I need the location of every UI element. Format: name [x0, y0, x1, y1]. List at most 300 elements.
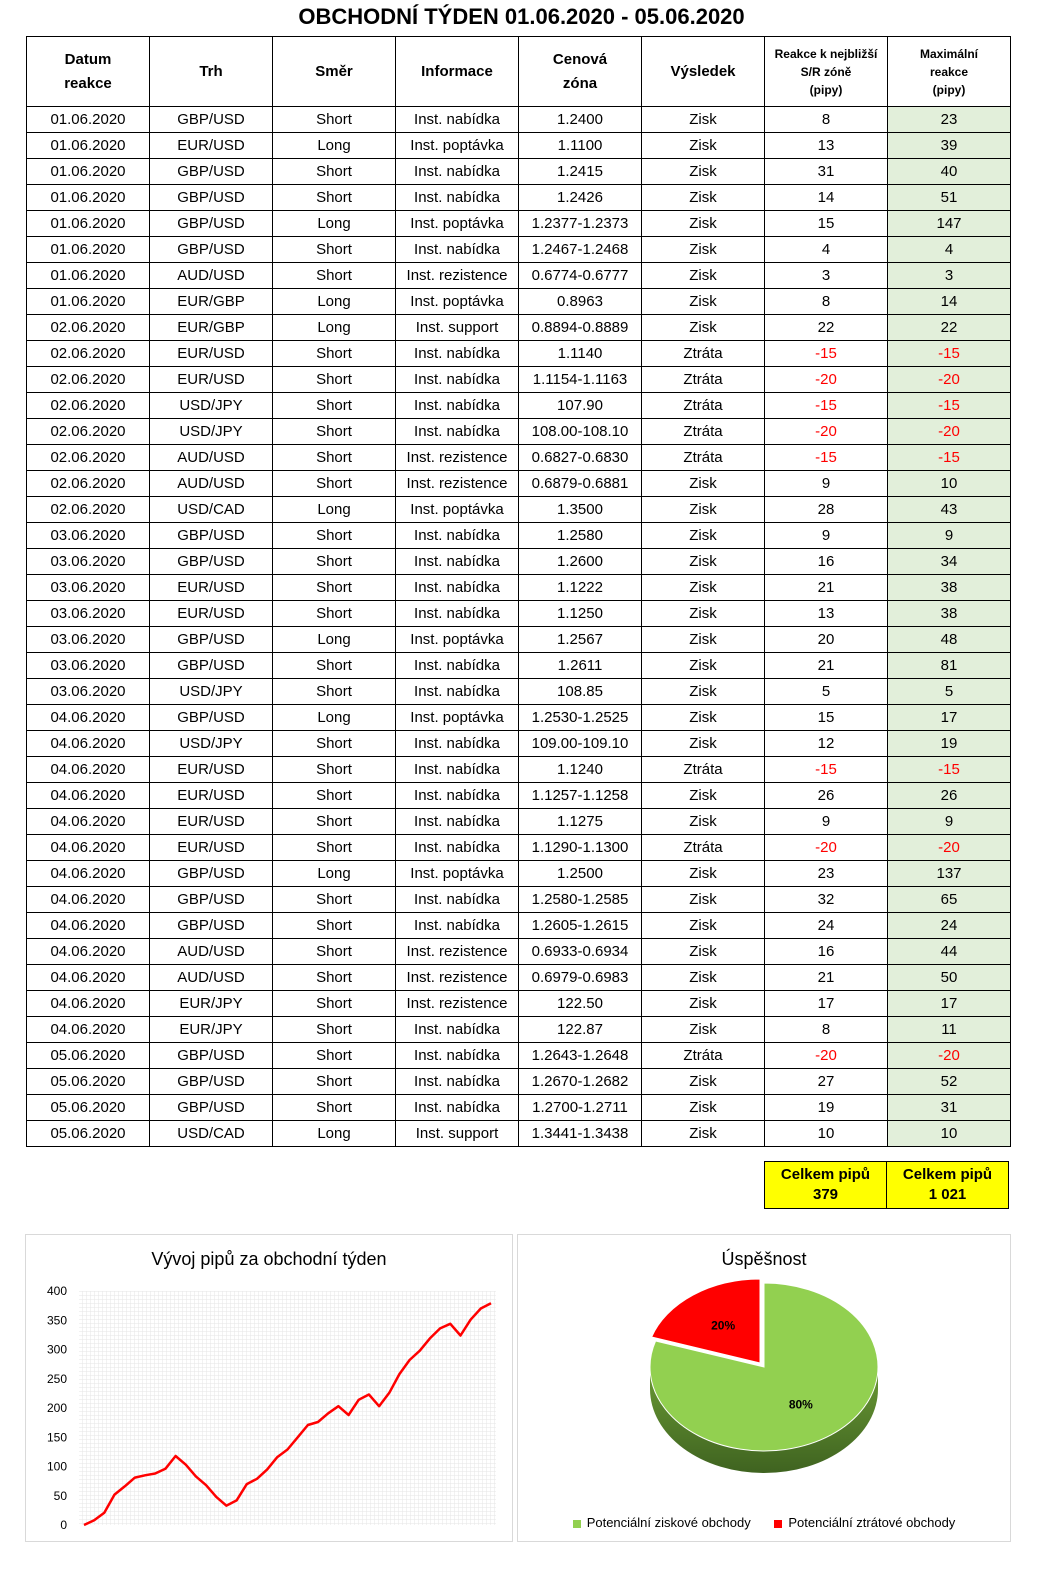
totals-table	[764, 1161, 1009, 1209]
cell-direction: Short	[273, 1095, 396, 1121]
cell-max: 4	[888, 237, 1011, 263]
cell-result: Zisk	[642, 965, 765, 991]
table-row	[27, 1043, 1011, 1069]
pie-chart-title: Úspěšnost	[721, 1249, 807, 1269]
cell-zone: 1.1140	[519, 341, 642, 367]
pie-chart	[517, 1234, 1011, 1542]
cell-direction: Short	[273, 731, 396, 757]
table-row	[27, 159, 1011, 185]
legend-swatch-win	[573, 1520, 581, 1528]
cell-market: USD/CAD	[150, 1121, 273, 1147]
cell-zone: 0.6827-0.6830	[519, 445, 642, 471]
cell-market: GBP/USD	[150, 887, 273, 913]
cell-reaction: 21	[765, 653, 888, 679]
cell-result: Zisk	[642, 159, 765, 185]
cell-zone: 0.8894-0.8889	[519, 315, 642, 341]
cell-result: Zisk	[642, 1069, 765, 1095]
table-row	[27, 1095, 1011, 1121]
table-row	[27, 133, 1011, 159]
table-row	[27, 679, 1011, 705]
cell-direction: Short	[273, 575, 396, 601]
cell-direction: Short	[273, 419, 396, 445]
line-chart	[25, 1234, 513, 1542]
header-info: Informace	[396, 37, 519, 107]
table-row	[27, 211, 1011, 237]
cell-direction: Short	[273, 887, 396, 913]
cell-reaction: 12	[765, 731, 888, 757]
table-row	[27, 653, 1011, 679]
cell-zone: 107.90	[519, 393, 642, 419]
cell-date: 05.06.2020	[27, 1121, 150, 1147]
cell-zone: 1.3500	[519, 497, 642, 523]
cell-max: 5	[888, 679, 1011, 705]
cell-market: GBP/USD	[150, 1069, 273, 1095]
cell-date: 05.06.2020	[27, 1043, 150, 1069]
cell-reaction: 20	[765, 627, 888, 653]
cell-direction: Short	[273, 159, 396, 185]
table-row	[27, 627, 1011, 653]
cell-direction: Short	[273, 341, 396, 367]
cell-info: Inst. nabídka	[396, 679, 519, 705]
cell-max: 147	[888, 211, 1011, 237]
cell-date: 04.06.2020	[27, 991, 150, 1017]
cell-direction: Short	[273, 1043, 396, 1069]
cell-result: Zisk	[642, 601, 765, 627]
cell-reaction: -15	[765, 445, 888, 471]
cell-zone: 1.1240	[519, 757, 642, 783]
cell-zone: 1.2530-1.2525	[519, 705, 642, 731]
cell-reaction: 21	[765, 965, 888, 991]
cell-info: Inst. rezistence	[396, 445, 519, 471]
cell-result: Zisk	[642, 809, 765, 835]
cell-info: Inst. nabídka	[396, 1043, 519, 1069]
cell-reaction: 19	[765, 1095, 888, 1121]
cell-max: 10	[888, 471, 1011, 497]
y-tick-label: 100	[46, 1459, 67, 1474]
cell-result: Ztráta	[642, 445, 765, 471]
cell-zone: 1.2400	[519, 107, 642, 133]
cell-result: Zisk	[642, 523, 765, 549]
cell-reaction: 17	[765, 991, 888, 1017]
cell-market: USD/JPY	[150, 419, 273, 445]
table-row	[27, 471, 1011, 497]
cell-result: Zisk	[642, 497, 765, 523]
cell-zone: 1.2467-1.2468	[519, 237, 642, 263]
table-row	[27, 575, 1011, 601]
table-row	[27, 185, 1011, 211]
cell-result: Zisk	[642, 315, 765, 341]
cell-reaction: -20	[765, 419, 888, 445]
cell-result: Zisk	[642, 731, 765, 757]
cell-reaction: 3	[765, 263, 888, 289]
cell-date: 04.06.2020	[27, 835, 150, 861]
cell-date: 05.06.2020	[27, 1095, 150, 1121]
cell-direction: Short	[273, 445, 396, 471]
cell-date: 04.06.2020	[27, 731, 150, 757]
table-row	[27, 497, 1011, 523]
cell-reaction: 10	[765, 1121, 888, 1147]
total-reaction-cell: Celkem pipů 379	[765, 1162, 887, 1209]
table-row	[27, 1017, 1011, 1043]
cell-reaction: 28	[765, 497, 888, 523]
cell-date: 04.06.2020	[27, 757, 150, 783]
cell-max: 19	[888, 731, 1011, 757]
cell-info: Inst. nabídka	[396, 523, 519, 549]
cell-zone: 1.2670-1.2682	[519, 1069, 642, 1095]
cell-info: Inst. poptávka	[396, 861, 519, 887]
cell-max: 17	[888, 991, 1011, 1017]
header-market: Trh	[150, 37, 273, 107]
cell-market: EUR/USD	[150, 809, 273, 835]
cell-direction: Short	[273, 471, 396, 497]
cell-info: Inst. nabídka	[396, 757, 519, 783]
cell-reaction: -20	[765, 835, 888, 861]
cell-info: Inst. nabídka	[396, 419, 519, 445]
cell-market: GBP/USD	[150, 237, 273, 263]
cell-result: Zisk	[642, 653, 765, 679]
y-tick-label: 50	[53, 1488, 67, 1503]
cell-date: 01.06.2020	[27, 289, 150, 315]
y-tick-label: 350	[46, 1313, 67, 1328]
table-row	[27, 731, 1011, 757]
cell-reaction: 9	[765, 471, 888, 497]
cell-max: -20	[888, 1043, 1011, 1069]
cell-info: Inst. nabídka	[396, 237, 519, 263]
cell-reaction: 15	[765, 211, 888, 237]
cell-result: Zisk	[642, 107, 765, 133]
cell-result: Zisk	[642, 887, 765, 913]
cell-reaction: 9	[765, 523, 888, 549]
cell-market: AUD/USD	[150, 471, 273, 497]
line-chart-svg	[26, 1235, 512, 1541]
cell-market: EUR/USD	[150, 133, 273, 159]
cell-info: Inst. nabídka	[396, 835, 519, 861]
cell-info: Inst. rezistence	[396, 991, 519, 1017]
cell-info: Inst. rezistence	[396, 263, 519, 289]
table-row	[27, 809, 1011, 835]
cell-date: 04.06.2020	[27, 913, 150, 939]
cell-zone: 0.6879-0.6881	[519, 471, 642, 497]
cell-result: Zisk	[642, 133, 765, 159]
cell-market: EUR/GBP	[150, 289, 273, 315]
cell-max: 137	[888, 861, 1011, 887]
cell-info: Inst. nabídka	[396, 653, 519, 679]
cell-max: 9	[888, 523, 1011, 549]
cell-info: Inst. rezistence	[396, 939, 519, 965]
header-result: Výsledek	[642, 37, 765, 107]
cell-market: EUR/JPY	[150, 991, 273, 1017]
cell-info: Inst. poptávka	[396, 497, 519, 523]
cell-market: USD/JPY	[150, 679, 273, 705]
cell-direction: Short	[273, 809, 396, 835]
cell-date: 01.06.2020	[27, 237, 150, 263]
pie-chart-svg	[518, 1235, 1010, 1541]
cell-result: Ztráta	[642, 393, 765, 419]
total-reaction-value: 379	[812, 1186, 839, 1203]
cell-date: 04.06.2020	[27, 939, 150, 965]
cell-reaction: 23	[765, 861, 888, 887]
cell-date: 03.06.2020	[27, 549, 150, 575]
cell-result: Zisk	[642, 237, 765, 263]
cell-date: 03.06.2020	[27, 627, 150, 653]
cell-info: Inst. nabídka	[396, 1069, 519, 1095]
cell-max: 65	[888, 887, 1011, 913]
cell-info: Inst. poptávka	[396, 289, 519, 315]
cell-info: Inst. nabídka	[396, 887, 519, 913]
cell-market: EUR/USD	[150, 757, 273, 783]
cell-max: 38	[888, 575, 1011, 601]
table-row	[27, 237, 1011, 263]
cell-info: Inst. nabídka	[396, 185, 519, 211]
cell-max: -15	[888, 445, 1011, 471]
cell-info: Inst. nabídka	[396, 783, 519, 809]
cell-direction: Long	[273, 289, 396, 315]
cell-direction: Short	[273, 939, 396, 965]
cell-date: 01.06.2020	[27, 211, 150, 237]
table-row	[27, 913, 1011, 939]
cell-date: 01.06.2020	[27, 263, 150, 289]
table-row	[27, 419, 1011, 445]
table-row	[27, 367, 1011, 393]
cell-info: Inst. poptávka	[396, 627, 519, 653]
cell-direction: Short	[273, 107, 396, 133]
cell-reaction: -15	[765, 341, 888, 367]
cell-direction: Long	[273, 133, 396, 159]
y-tick-label: 300	[46, 1342, 67, 1357]
cell-zone: 108.85	[519, 679, 642, 705]
cell-direction: Short	[273, 835, 396, 861]
cell-date: 02.06.2020	[27, 445, 150, 471]
cell-market: GBP/USD	[150, 705, 273, 731]
cell-max: 51	[888, 185, 1011, 211]
cell-direction: Short	[273, 679, 396, 705]
table-row	[27, 341, 1011, 367]
cell-result: Zisk	[642, 1017, 765, 1043]
table-row	[27, 445, 1011, 471]
cell-result: Ztráta	[642, 1043, 765, 1069]
cell-zone: 1.2580	[519, 523, 642, 549]
cell-reaction: 15	[765, 705, 888, 731]
plot-area	[79, 1291, 496, 1525]
cell-zone: 1.2415	[519, 159, 642, 185]
cell-max: 24	[888, 913, 1011, 939]
cell-max: 43	[888, 497, 1011, 523]
cell-direction: Short	[273, 549, 396, 575]
cell-max: 17	[888, 705, 1011, 731]
cell-result: Zisk	[642, 705, 765, 731]
cell-market: EUR/JPY	[150, 1017, 273, 1043]
cell-date: 02.06.2020	[27, 471, 150, 497]
cell-date: 03.06.2020	[27, 601, 150, 627]
cell-market: GBP/USD	[150, 627, 273, 653]
cell-date: 04.06.2020	[27, 965, 150, 991]
cell-zone: 1.2600	[519, 549, 642, 575]
cell-max: -20	[888, 367, 1011, 393]
cell-market: AUD/USD	[150, 263, 273, 289]
cell-date: 04.06.2020	[27, 861, 150, 887]
cell-date: 03.06.2020	[27, 653, 150, 679]
cell-max: 11	[888, 1017, 1011, 1043]
cell-date: 02.06.2020	[27, 393, 150, 419]
cell-result: Zisk	[642, 939, 765, 965]
cell-date: 04.06.2020	[27, 1017, 150, 1043]
table-row	[27, 757, 1011, 783]
cell-result: Zisk	[642, 783, 765, 809]
cell-market: GBP/USD	[150, 1043, 273, 1069]
cell-direction: Long	[273, 705, 396, 731]
cell-market: GBP/USD	[150, 185, 273, 211]
cell-max: -15	[888, 757, 1011, 783]
cell-max: 14	[888, 289, 1011, 315]
cell-date: 03.06.2020	[27, 523, 150, 549]
cell-info: Inst. nabídka	[396, 809, 519, 835]
cell-max: 39	[888, 133, 1011, 159]
table-row	[27, 783, 1011, 809]
cell-result: Zisk	[642, 1121, 765, 1147]
cell-direction: Short	[273, 1069, 396, 1095]
cell-zone: 0.8963	[519, 289, 642, 315]
cell-zone: 122.87	[519, 1017, 642, 1043]
y-tick-label: 200	[46, 1401, 67, 1415]
page-title: OBCHODNÍ TÝDEN 01.06.2020 - 05.06.2020	[298, 4, 745, 29]
cell-market: GBP/USD	[150, 549, 273, 575]
header-direction: Směr	[273, 37, 396, 107]
table-row	[27, 549, 1011, 575]
cell-max: 9	[888, 809, 1011, 835]
cell-zone: 1.1100	[519, 133, 642, 159]
cell-reaction: 13	[765, 133, 888, 159]
cell-direction: Long	[273, 1121, 396, 1147]
cell-result: Zisk	[642, 627, 765, 653]
cell-reaction: 4	[765, 237, 888, 263]
cell-date: 03.06.2020	[27, 679, 150, 705]
cell-max: 31	[888, 1095, 1011, 1121]
cell-date: 01.06.2020	[27, 159, 150, 185]
cell-direction: Short	[273, 653, 396, 679]
cell-info: Inst. nabídka	[396, 601, 519, 627]
table-row	[27, 835, 1011, 861]
cell-zone: 1.1250	[519, 601, 642, 627]
cell-max: 34	[888, 549, 1011, 575]
cell-max: 44	[888, 939, 1011, 965]
cell-direction: Short	[273, 237, 396, 263]
cell-max: 22	[888, 315, 1011, 341]
cell-direction: Long	[273, 315, 396, 341]
cell-max: -20	[888, 419, 1011, 445]
cell-max: -15	[888, 341, 1011, 367]
pie-data-label: 20%	[711, 1318, 736, 1333]
cell-reaction: 26	[765, 783, 888, 809]
cell-market: EUR/USD	[150, 575, 273, 601]
cell-date: 02.06.2020	[27, 419, 150, 445]
cell-market: GBP/USD	[150, 861, 273, 887]
cell-direction: Short	[273, 913, 396, 939]
cell-info: Inst. poptávka	[396, 133, 519, 159]
cell-result: Ztráta	[642, 367, 765, 393]
cell-reaction: 9	[765, 809, 888, 835]
cell-zone: 1.2580-1.2585	[519, 887, 642, 913]
cell-date: 01.06.2020	[27, 133, 150, 159]
cell-info: Inst. nabídka	[396, 341, 519, 367]
table-row	[27, 523, 1011, 549]
cell-direction: Short	[273, 523, 396, 549]
cell-result: Zisk	[642, 211, 765, 237]
legend-item-win: Potenciální ziskové obchody	[573, 1515, 751, 1530]
y-tick-label: 250	[46, 1371, 67, 1386]
cell-info: Inst. nabídka	[396, 731, 519, 757]
cell-reaction: 14	[765, 185, 888, 211]
table-row	[27, 601, 1011, 627]
cell-date: 02.06.2020	[27, 341, 150, 367]
cell-market: EUR/USD	[150, 601, 273, 627]
pie-legend	[518, 1515, 1010, 1530]
cell-market: GBP/USD	[150, 913, 273, 939]
cell-reaction: 16	[765, 549, 888, 575]
cell-reaction: -20	[765, 367, 888, 393]
cell-zone: 1.1290-1.1300	[519, 835, 642, 861]
cell-market: USD/JPY	[150, 393, 273, 419]
cell-result: Zisk	[642, 549, 765, 575]
cell-direction: Short	[273, 601, 396, 627]
table-row	[27, 263, 1011, 289]
table-row	[27, 939, 1011, 965]
table-row	[27, 315, 1011, 341]
cell-info: Inst. rezistence	[396, 965, 519, 991]
cell-market: USD/JPY	[150, 731, 273, 757]
cell-reaction: 5	[765, 679, 888, 705]
table-row	[27, 965, 1011, 991]
cell-result: Ztráta	[642, 757, 765, 783]
cell-zone: 1.2567	[519, 627, 642, 653]
cell-market: EUR/USD	[150, 783, 273, 809]
cell-result: Zisk	[642, 861, 765, 887]
legend-swatch-loss	[774, 1520, 782, 1528]
cell-reaction: 32	[765, 887, 888, 913]
y-tick-label: 0	[60, 1518, 67, 1532]
pie-data-label: 80%	[788, 1397, 813, 1412]
cell-market: USD/CAD	[150, 497, 273, 523]
cell-direction: Short	[273, 367, 396, 393]
legend-item-loss: Potenciální ztrátové obchody	[774, 1515, 955, 1530]
line-chart-title: Vývoj pipů za obchodní týden	[151, 1249, 387, 1269]
cell-info: Inst. nabídka	[396, 367, 519, 393]
cell-zone: 108.00-108.10	[519, 419, 642, 445]
cell-date: 04.06.2020	[27, 783, 150, 809]
cell-reaction: -15	[765, 757, 888, 783]
cell-zone: 1.1222	[519, 575, 642, 601]
cell-direction: Short	[273, 965, 396, 991]
cell-max: 3	[888, 263, 1011, 289]
cell-date: 01.06.2020	[27, 185, 150, 211]
cell-market: GBP/USD	[150, 211, 273, 237]
cell-market: GBP/USD	[150, 1095, 273, 1121]
cell-date: 03.06.2020	[27, 575, 150, 601]
cell-market: EUR/USD	[150, 835, 273, 861]
cell-zone: 1.1154-1.1163	[519, 367, 642, 393]
cell-direction: Short	[273, 991, 396, 1017]
cell-reaction: 8	[765, 107, 888, 133]
cell-result: Zisk	[642, 289, 765, 315]
total-max-value: 1 021	[928, 1186, 967, 1203]
cell-reaction: 31	[765, 159, 888, 185]
cell-max: 52	[888, 1069, 1011, 1095]
cell-direction: Short	[273, 783, 396, 809]
cell-info: Inst. nabídka	[396, 159, 519, 185]
cell-max: 26	[888, 783, 1011, 809]
cell-info: Inst. nabídka	[396, 393, 519, 419]
cell-result: Zisk	[642, 679, 765, 705]
cell-zone: 1.2426	[519, 185, 642, 211]
